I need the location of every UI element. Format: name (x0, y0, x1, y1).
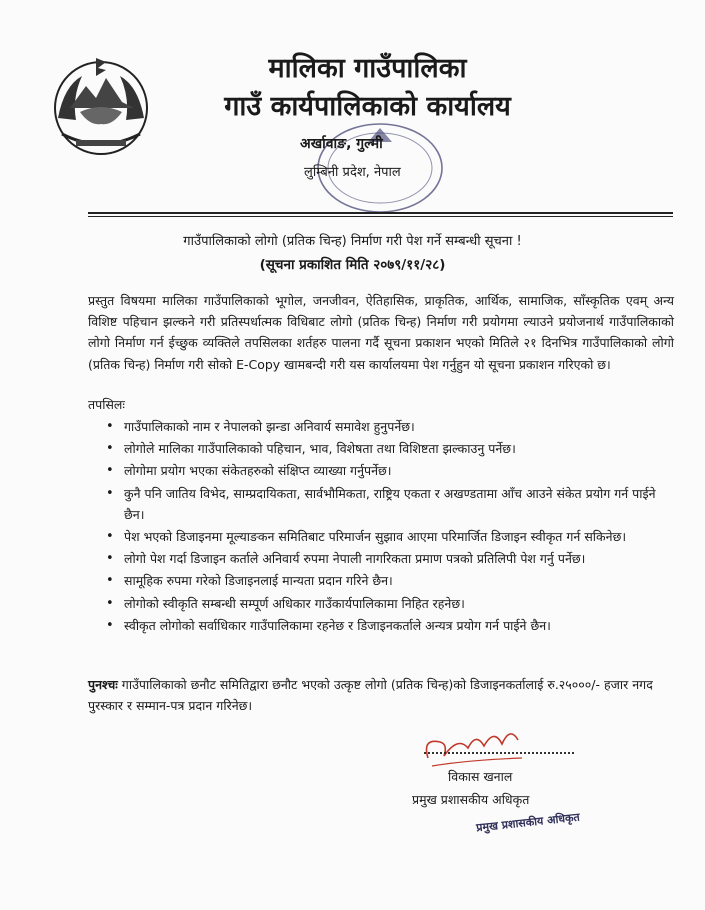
list-item: • गाउँपालिकाको नाम र नेपालको झन्डा अनिवार्य समावेश हुनुपर्नेछ। (106, 416, 672, 437)
list-item: • लोगो पेश गर्दा डिजाइन कर्ताले अनिवार्य रुपमा नेपाली नागरिकता प्रमाण पत्रको प्रतिलिपी पेश गर्नु पर्नेछ। (106, 548, 672, 569)
postscript-text: गाउँपालिकाको छनौट समितिद्वारा छनौट भएको उत्कृष्ट लोगो (प्रतिक चिन्ह)को डिजाइनकर्तालाई रु.२५०००/- हजार नगद पुरस्कार र सम्मान-पत्र प्रदान गरिनेछ। (88, 677, 653, 714)
office-title: गाउँ कार्यपालिकाको कार्यालय (224, 91, 511, 122)
list-item: • लोगोले मालिका गाउँपालिकाको पहिचान, भाव, विशेषता तथा विशिष्टता झल्काउनु पर्नेछ। (106, 438, 672, 459)
list-item: • स्वीकृत लोगोको सर्वाधिकार गाउँपालिकामा रहनेछ र डिजाइनकर्ताले अन्यत्र प्रयोग गर्न पाईने छैन। (106, 615, 672, 636)
address-line-2: लुम्बिनी प्रदेश, नेपाल (304, 165, 401, 180)
list-item: • सामूहिक रुपमा गरेको डिजाइनलाई मान्यता प्रदान गरिने छैन। (106, 570, 672, 591)
signatory-title: प्रमुख प्रशासकीय अधिकृत (412, 792, 530, 807)
official-stamp: प्रमुख प्रशासकीय अधिकृत (475, 810, 581, 835)
header-divider (88, 212, 673, 214)
notice-title: गाउँपालिकाको लोगो (प्रतिक चिन्ह) निर्माण गरी पेश गर्ने सम्बन्धी सूचना ! (183, 234, 522, 249)
conditions-list (106, 416, 672, 637)
address-line-1: अर्खावाङ, गुल्मी (300, 136, 383, 152)
postscript (88, 674, 674, 716)
conditions-heading: तपसिलः (88, 397, 125, 412)
list-item: • लोगोमा प्रयोग भएका संकेतहरुको संक्षिप्त व्याख्या गर्नुपर्नेछ। (106, 460, 672, 481)
notice-date: (सूचना प्रकाशित मिति २०७९/११/२८) (259, 257, 446, 273)
signature-line (424, 752, 574, 754)
postscript-label: पुनश्चः (88, 677, 118, 692)
list-item: • लोगोको स्वीकृति सम्बन्धी सम्पूर्ण अधिकार गाउँकार्यपालिकामा निहित रहनेछ। (106, 593, 672, 614)
signatory-name: विकास खनाल (448, 769, 513, 784)
list-item: • पेश भएको डिजाइनमा मूल्याङकन समितिबाट परिमार्जन सुझाव आएमा परिमार्जित डिजाइन स्वीकृत गर्न सकिनेछ। (106, 526, 672, 547)
notice-paragraph: प्रस्तुत विषयमा मालिका गाउँपालिकाको भूगोल, जनजीवन, ऐतिहासिक, प्राकृतिक, आर्थिक, सामाजिक, साँस्कृतिक एवम् अन्य विशिष्ट पहिचान झल्कने गरी प्रतिस्पर्धात्मक विधिबाट लोगो (प्रतिक चिन्ह) निर्माण गरी प्रयोगमा ल्याउने प्रयोजनार्थ गाउँपालिकाको लोगो निर्माण गर्न ईच्छुक व्यक्तिले तपसिलका शर्तहरु पालना गर्दै सूचना प्रकाशन भएको मितिले २१ दिनभित्र गाउँपालिकाको लोगो (प्रतिक चिन्ह) निर्माण गरी सोको E-Copy खामबन्दी गरी यस कार्यालयमा पेश गर्नुहुन यो सूचना प्रकाशन गरिएको छ। (88, 293, 674, 372)
header-divider-thin (88, 216, 673, 217)
list-item: • कुनै पनि जातिय विभेद, साम्प्रदायिकता, सार्वभौमिकता, राष्ट्रिय एकता र अखण्डतामा आँच आउने संकेत प्रयोग गर्न पाईने छैन। (106, 483, 672, 525)
office-name: मालिका गाउँपालिका (268, 53, 467, 84)
